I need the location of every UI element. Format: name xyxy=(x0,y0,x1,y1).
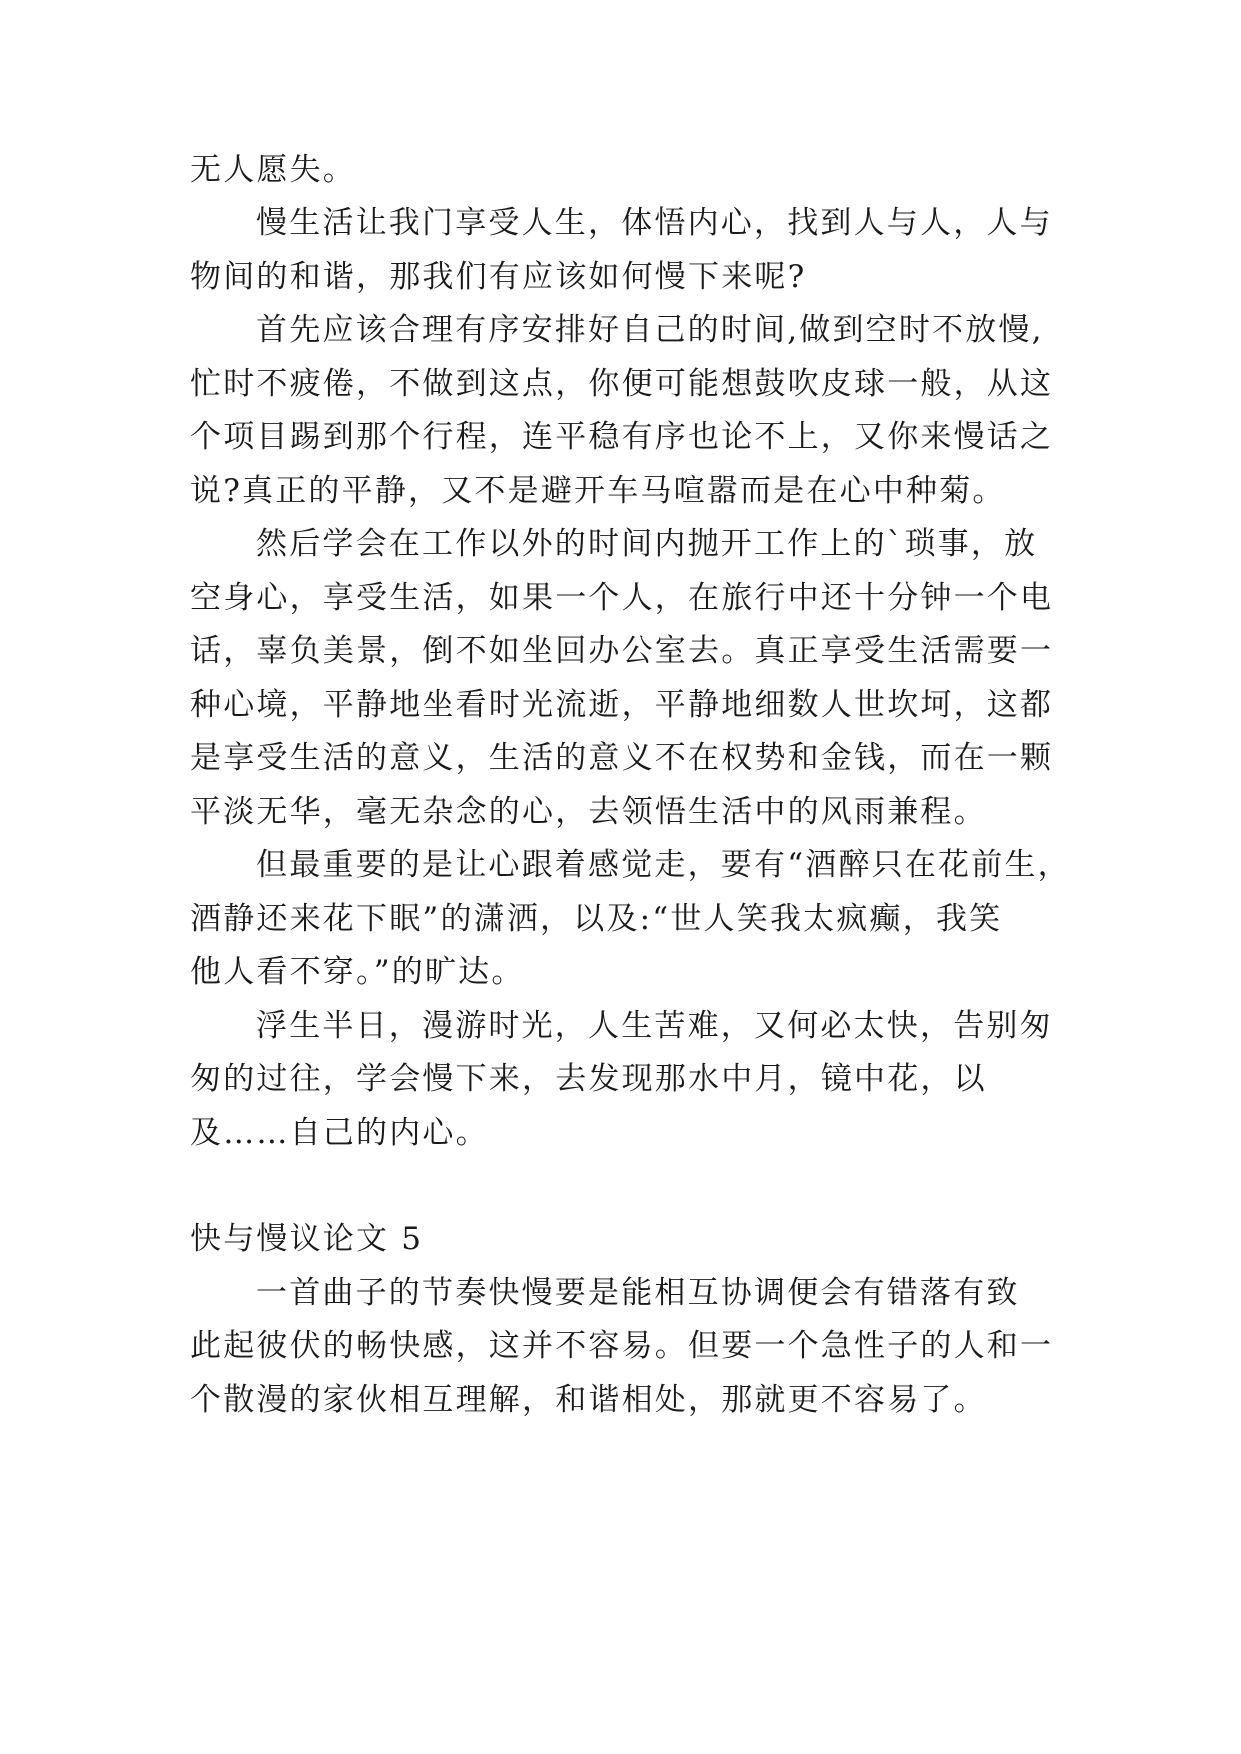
paragraph-line: 此起彼伏的畅快感，这并不容易。但要一个急性子的人和一 xyxy=(190,1328,1054,1364)
paragraph-line: 说?真正的平静，又不是避开车马喧嚣而是在心中种菊。 xyxy=(190,473,1006,509)
paragraph-line: 然后学会在工作以外的时间内抛开工作上的`琐事，放 xyxy=(256,526,1038,562)
paragraph-line: 种心境，平静地坐看时光流逝，平静地细数人世坎坷，这都 xyxy=(190,687,1054,723)
paragraph-line: 酒静还来花下眠”的潇洒，以及:“世人笑我太疯癫，我笑 xyxy=(190,901,1003,937)
paragraph-line: 浮生半日，漫游时光，人生苦难，又何必太快，告别匆 xyxy=(256,1008,1053,1044)
paragraph-line: 平淡无华，毫无杂念的心，去领悟生活中的风雨兼程。 xyxy=(190,794,987,830)
paragraph-line: 话，辜负美景，倒不如坐回办公室去。真正享受生活需要一 xyxy=(190,633,1054,669)
paragraph-line: 忙时不疲倦，不做到这点，你便可能想鼓吹皮球一般，从这 xyxy=(190,366,1054,402)
section-heading: 快与慢议论文 5 xyxy=(190,1221,424,1257)
paragraph-line: 他人看不穿。”的旷达。 xyxy=(190,954,525,990)
paragraph-line: 无人愿失。 xyxy=(190,152,356,188)
paragraph-line: 及……自己的内心。 xyxy=(190,1115,489,1151)
paragraph-line: 是享受生活的意义，生活的意义不在权势和金钱，而在一颗 xyxy=(190,740,1054,776)
paragraph-line: 匆的过往，学会慢下来，去发现那水中月，镜中花，以 xyxy=(190,1061,987,1097)
paragraph-line: 慢生活让我门享受人生，体悟内心，找到人与人，人与 xyxy=(256,205,1053,241)
paragraph-line: 个散漫的家伙相互理解，和谐相处，那就更不容易了。 xyxy=(190,1382,987,1418)
paragraph-line: 物间的和谐，那我们有应该如何慢下来呢? xyxy=(190,259,807,295)
paragraph-line: 空身心，享受生活，如果一个人，在旅行中还十分钟一个电 xyxy=(190,580,1054,616)
paragraph-line: 但最重要的是让心跟着感觉走，要有“酒醉只在花前生， xyxy=(256,847,1071,883)
paragraph-line: 首先应该合理有序安排好自己的时间,做到空时不放慢, xyxy=(256,312,1044,348)
paragraph-line: 个项目踢到那个行程，连平稳有序也论不上，又你来慢话之 xyxy=(190,419,1054,455)
paragraph-line: 一首曲子的节奏快慢要是能相互协调便会有错落有致 xyxy=(256,1275,1020,1311)
